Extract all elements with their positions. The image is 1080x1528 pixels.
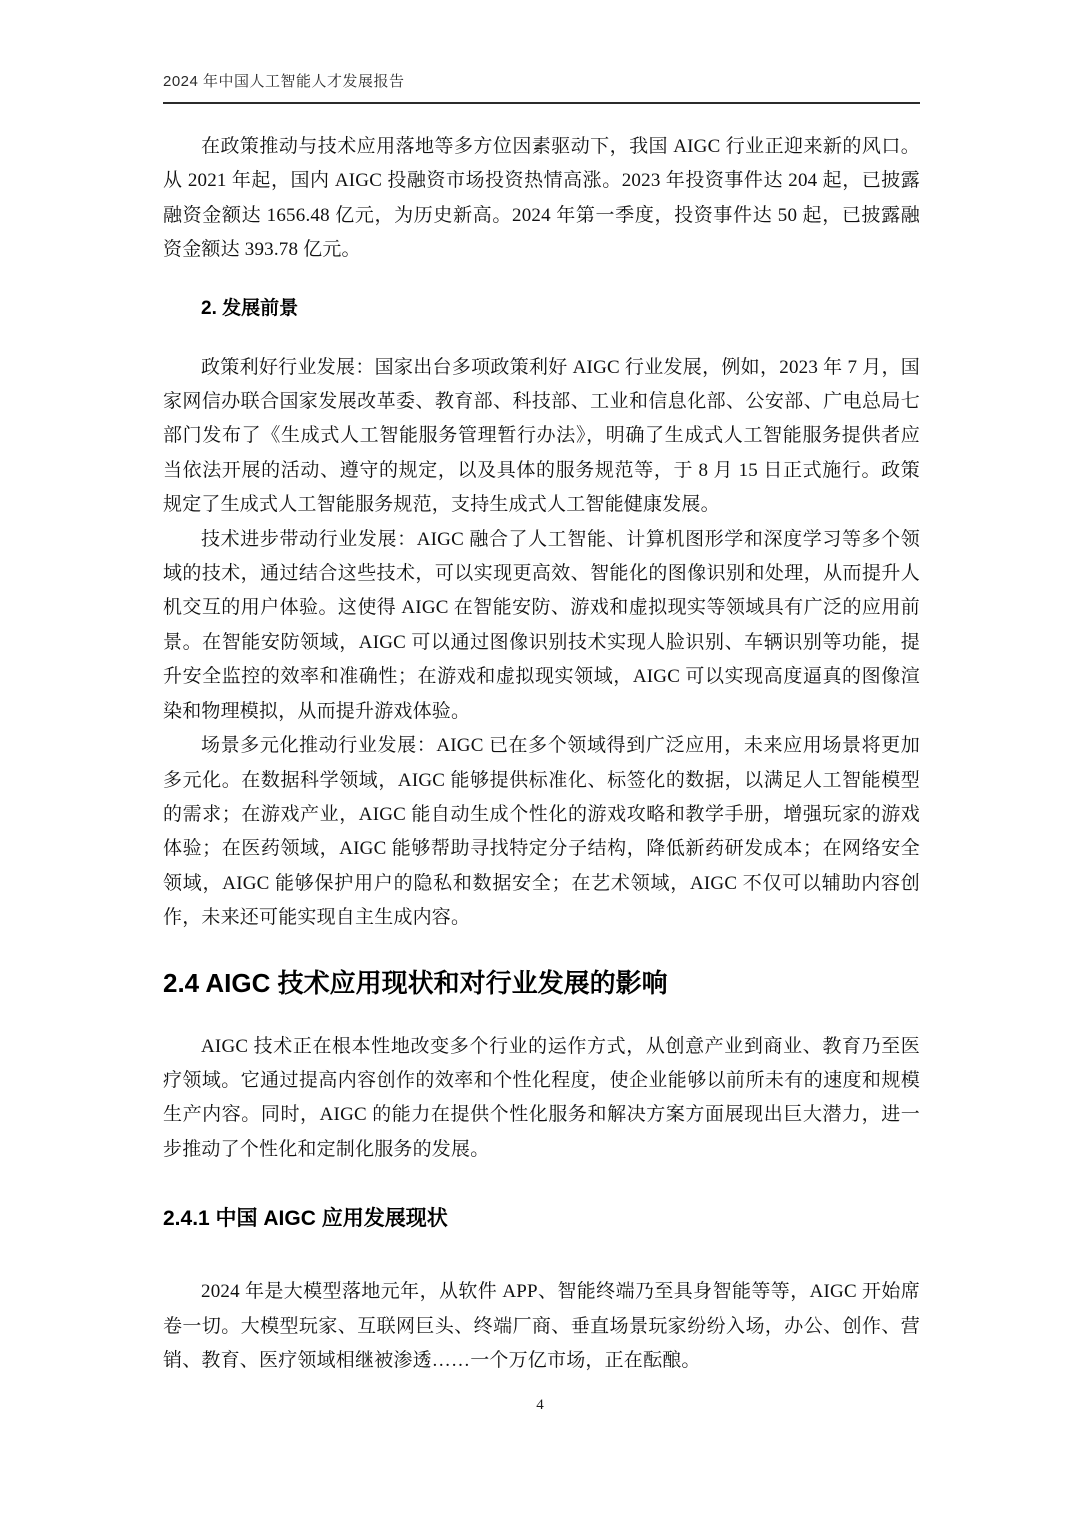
- paragraph-policy-benefits: 政策利好行业发展：国家出台多项政策利好 AIGC 行业发展，例如，2023 年 7 月，国家网信办联合国家发展改革委、教育部、科技部、工业和信息化部、公安部、广电总局七部门发布了《生成式人工智能服务管理暂行办法》，明确了生成式人工智能服务提供者应当依法开展的活动、遵守的规定，以及具体的服务规范等，于 8 月 15 日正式施行。政策规定了生成式人工智能服务规范，支持生成式人工智能健康发展。: [163, 356, 920, 516]
- page-footer: [0, 1396, 1080, 1414]
- paragraph-investment-overview: 在政策推动与技术应用落地等多方位因素驱动下，我国 AIGC 行业正迎来新的风口。从 2021 年起，国内 AIGC 投融资市场投资热情高涨。2023 年投资事件达 204 起，已披露融资金额达 1656.48 亿元，为历史新高。2024 年第一季度，投资事件达 50 起，已披露融资金额达 393.78 亿元。: [163, 136, 920, 261]
- document-running-header: [163, 70, 920, 104]
- heading-section-2-4-1: 2.4.1 中国 AIGC 应用发展现状: [163, 1207, 448, 1231]
- paragraph-scenario-diversification: 场景多元化推动行业发展：AIGC 已在多个领域得到广泛应用，未来应用场景将更加多元化。在数据科学领域，AIGC 能够提供标准化、标签化的数据，以满足人工智能模型的需求；在游戏产业，AIGC 能自动生成个性化的游戏攻略和教学手册，增强玩家的游戏体验；在医药领域，AIGC 能够帮助寻找特定分子结构，降低新药研发成本；在网络安全领域，AIGC 能够保护用户的隐私和数据安全；在艺术领域，AIGC 不仅可以辅助内容创作，未来还可能实现自主生成内容。: [163, 735, 920, 929]
- page-number: 4: [536, 1397, 544, 1413]
- document-body: [163, 130, 920, 1378]
- running-header-title: 2024 年中国人工智能人才发展报告: [163, 73, 405, 90]
- paragraph-application-status: 2024 年是大模型落地元年，从软件 APP、智能终端乃至具身智能等等，AIGC 开始席卷一切。大模型玩家、互联网巨头、终端厂商、垂直场景玩家纷纷入场，办公、创作、营销、教育、医疗领域相继被渗透……一个万亿市场，正在酝酿。: [163, 1281, 920, 1371]
- paragraph-technology-progress: 技术进步带动行业发展：AIGC 融合了人工智能、计算机图形学和深度学习等多个领域的技术，通过结合这些技术，可以实现更高效、智能化的图像识别和处理，从而提升人机交互的用户体验。这使得 AIGC 在智能安防、游戏和虚拟现实等领域具有广泛的应用前景。在智能安防领域，AIGC 可以通过图像识别技术实现人脸识别、车辆识别等功能，提升安全监控的效率和准确性；在游戏和虚拟现实领域，AIGC 可以实现高度逼真的图像渲染和物理模拟，从而提升游戏体验。: [163, 528, 920, 722]
- paragraph-industry-impact: AIGC 技术正在根本性地改变多个行业的运作方式，从创意产业到商业、教育乃至医疗领域。它通过提高内容创作的效率和个性化程度，使企业能够以前所未有的速度和规模生产内容。同时，AIGC 的能力在提供个性化服务和解决方案方面展现出巨大潜力，进一步推动了个性化和定制化服务的发展。: [163, 1035, 920, 1160]
- heading-section-2-4: 2.4 AIGC 技术应用现状和对行业发展的影响: [163, 967, 668, 998]
- heading-development-prospects: 2. 发展前景: [201, 297, 299, 319]
